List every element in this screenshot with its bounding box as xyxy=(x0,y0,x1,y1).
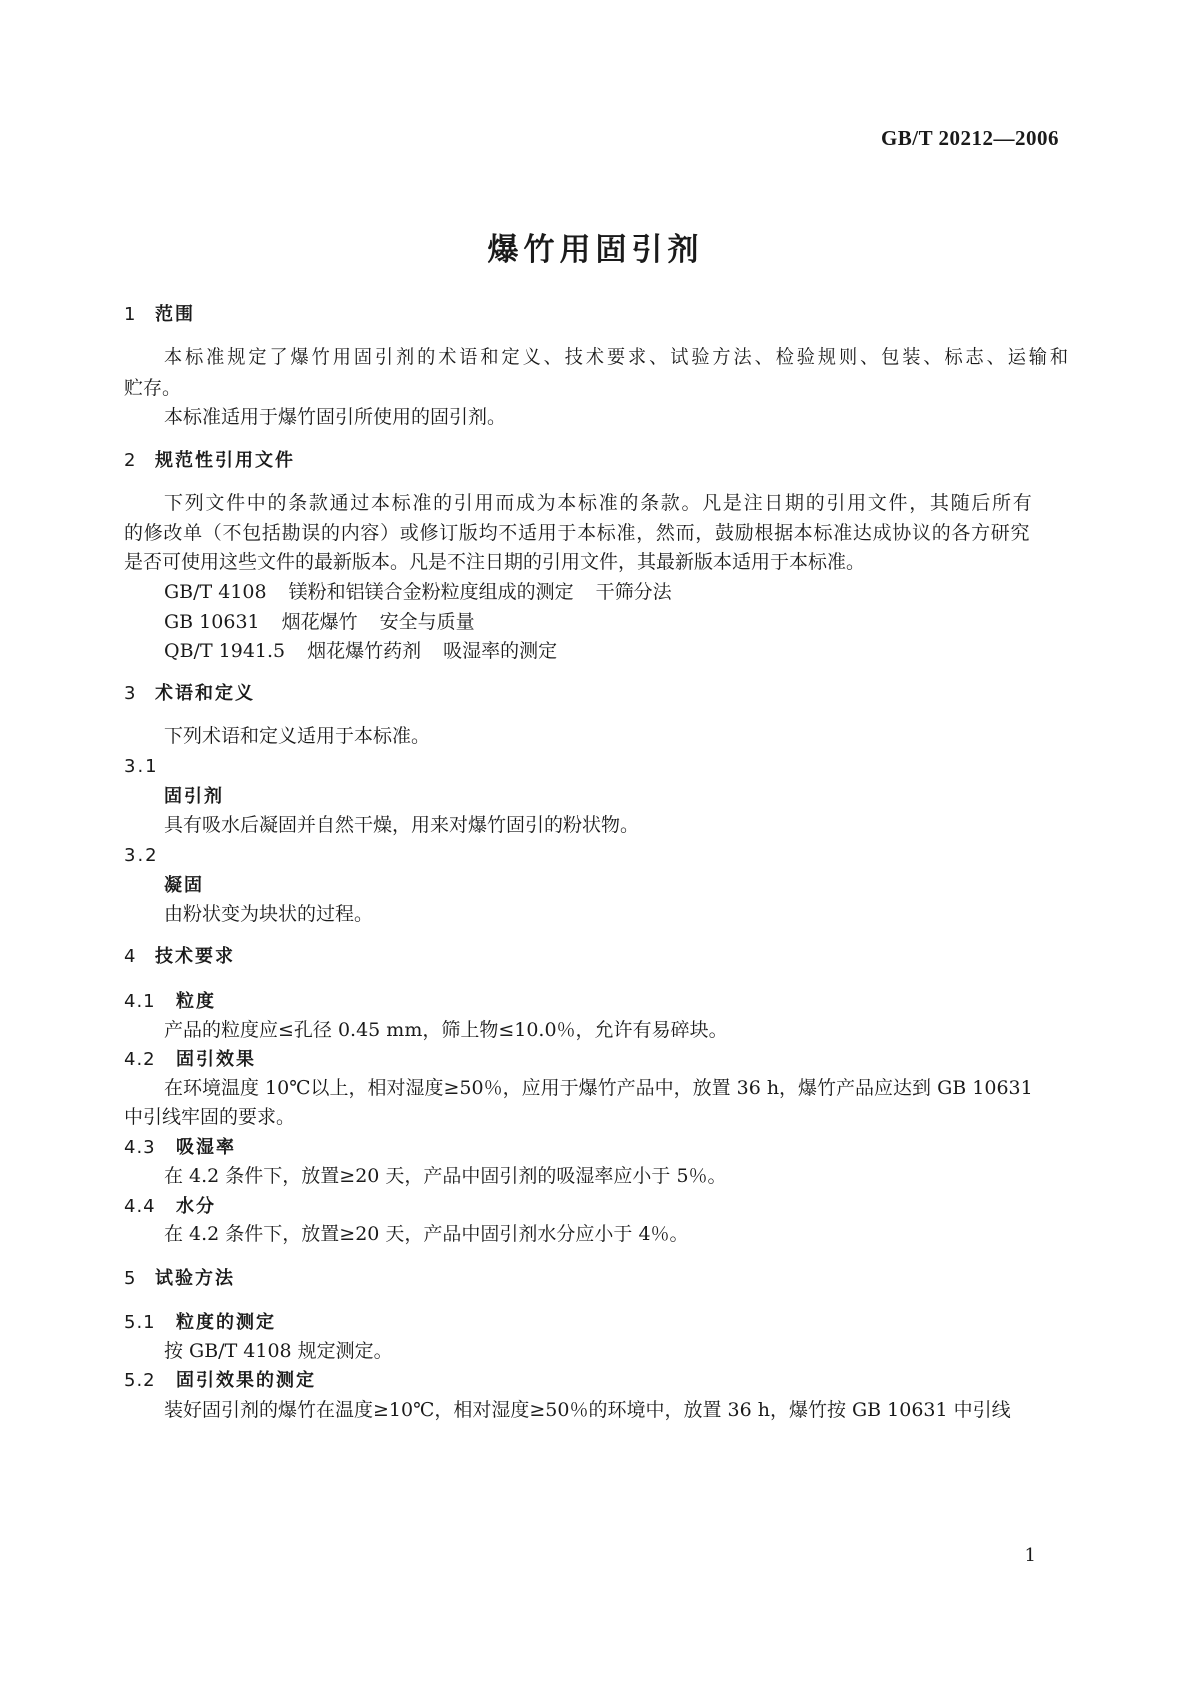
reference-code: GB/T 4108 xyxy=(164,581,267,603)
term-number: 3.1 xyxy=(124,756,159,777)
subsection-4-1-heading xyxy=(124,990,216,1014)
subsection-4-4-heading xyxy=(124,1195,216,1219)
term-name: 固引剂 xyxy=(164,786,224,807)
reference-name: 烟花爆竹药剂 xyxy=(307,640,422,662)
section-title: 规范性引用文件 xyxy=(155,450,295,471)
subsection-number: 4.4 xyxy=(124,1196,156,1217)
reference-code: GB 10631 xyxy=(164,611,260,633)
subsection-title: 粒度 xyxy=(176,991,216,1012)
section-2-heading xyxy=(124,449,295,473)
section-number: 3 xyxy=(124,683,137,704)
section-title: 范围 xyxy=(155,304,195,325)
standard-code: GB/T 20212—2006 xyxy=(880,126,1059,150)
paragraph-line: 贮存。 xyxy=(124,377,182,399)
reference-name: 烟花爆竹 xyxy=(281,611,358,633)
paragraph-line: 按 GB/T 4108 规定测定。 xyxy=(164,1340,393,1362)
subsection-5-2-heading xyxy=(124,1369,316,1393)
subsection-5-1-heading xyxy=(124,1311,276,1335)
paragraph-line: 中引线牢固的要求。 xyxy=(124,1106,296,1128)
section-number: 5 xyxy=(124,1268,137,1289)
subsection-number: 4.3 xyxy=(124,1137,156,1158)
subsection-number: 5.1 xyxy=(124,1312,156,1333)
term-definition: 由粉状变为块状的过程。 xyxy=(164,903,374,925)
paragraph-line: 本标准规定了爆竹用固引剂的术语和定义、技术要求、试验方法、检验规则、包装、标志、运输和 xyxy=(164,346,1071,368)
subsection-title: 粒度的测定 xyxy=(176,1312,276,1333)
term-number: 3.2 xyxy=(124,845,159,866)
section-number: 1 xyxy=(124,304,137,325)
paragraph-line: 下列文件中的条款通过本标准的引用而成为本标准的条款。凡是注日期的引用文件，其随后所有 xyxy=(164,492,1034,514)
subsection-title: 水分 xyxy=(176,1196,216,1217)
paragraph-line: 装好固引剂的爆竹在温度≥10℃，相对湿度≥50％的环境中，放置 36 h，爆竹按 GB 10631 中引线 xyxy=(164,1399,1011,1421)
subsection-number: 4.2 xyxy=(124,1049,156,1070)
reference-part: 吸湿率的测定 xyxy=(443,640,558,662)
paragraph-line: 产品的粒度应≤孔径 0.45 mm，筛上物≤10.0％，允许有易碎块。 xyxy=(164,1019,728,1041)
term-definition: 具有吸水后凝固并自然干燥，用来对爆竹固引的粉状物。 xyxy=(164,814,640,836)
subsection-number: 5.2 xyxy=(124,1370,156,1391)
section-number: 2 xyxy=(124,450,137,471)
paragraph-line: 是否可使用这些文件的最新版本。凡是不注日期的引用文件，其最新版本适用于本标准。 xyxy=(124,551,866,573)
section-5-heading xyxy=(124,1267,235,1291)
subsection-title: 固引效果 xyxy=(176,1049,256,1070)
section-3-heading xyxy=(124,682,255,706)
section-title: 试验方法 xyxy=(155,1268,235,1289)
section-number: 4 xyxy=(124,946,137,967)
paragraph-line: 在 4.2 条件下，放置≥20 天，产品中固引剂水分应小于 4％。 xyxy=(164,1223,689,1245)
reference-code: QB/T 1941.5 xyxy=(164,640,286,662)
subsection-title: 固引效果的测定 xyxy=(176,1370,316,1391)
section-1-heading xyxy=(124,303,195,327)
section-4-heading xyxy=(124,945,235,969)
subsection-number: 4.1 xyxy=(124,991,156,1012)
term-name: 凝固 xyxy=(164,875,204,896)
subsection-title: 吸湿率 xyxy=(176,1137,236,1158)
reference-part: 干筛分法 xyxy=(595,581,672,603)
normative-reference xyxy=(164,610,475,634)
paragraph-line: 在环境温度 10℃以上，相对湿度≥50％，应用于爆竹产品中，放置 36 h，爆竹产品应达到 GB 10631 xyxy=(164,1077,1033,1099)
normative-reference xyxy=(164,580,672,604)
section-title: 术语和定义 xyxy=(155,683,255,704)
paragraph-line: 的修改单（不包括勘误的内容）或修订版均不适用于本标准，然而，鼓励根据本标准达成协议的各方研究 xyxy=(124,522,1031,544)
subsection-4-3-heading xyxy=(124,1136,236,1160)
normative-reference xyxy=(164,639,557,663)
reference-name: 镁粉和铝镁合金粉粒度组成的测定 xyxy=(288,581,574,603)
section-title: 技术要求 xyxy=(155,946,235,967)
paragraph-line: 在 4.2 条件下，放置≥20 天，产品中固引剂的吸湿率应小于 5％。 xyxy=(164,1165,727,1187)
reference-part: 安全与质量 xyxy=(379,611,475,633)
paragraph-line: 下列术语和定义适用于本标准。 xyxy=(164,725,431,747)
document-title: 爆竹用固引剂 xyxy=(487,232,704,268)
page-number: 1 xyxy=(1024,1545,1036,1566)
paragraph-line: 本标准适用于爆竹固引所使用的固引剂。 xyxy=(164,406,507,428)
subsection-4-2-heading xyxy=(124,1048,256,1072)
